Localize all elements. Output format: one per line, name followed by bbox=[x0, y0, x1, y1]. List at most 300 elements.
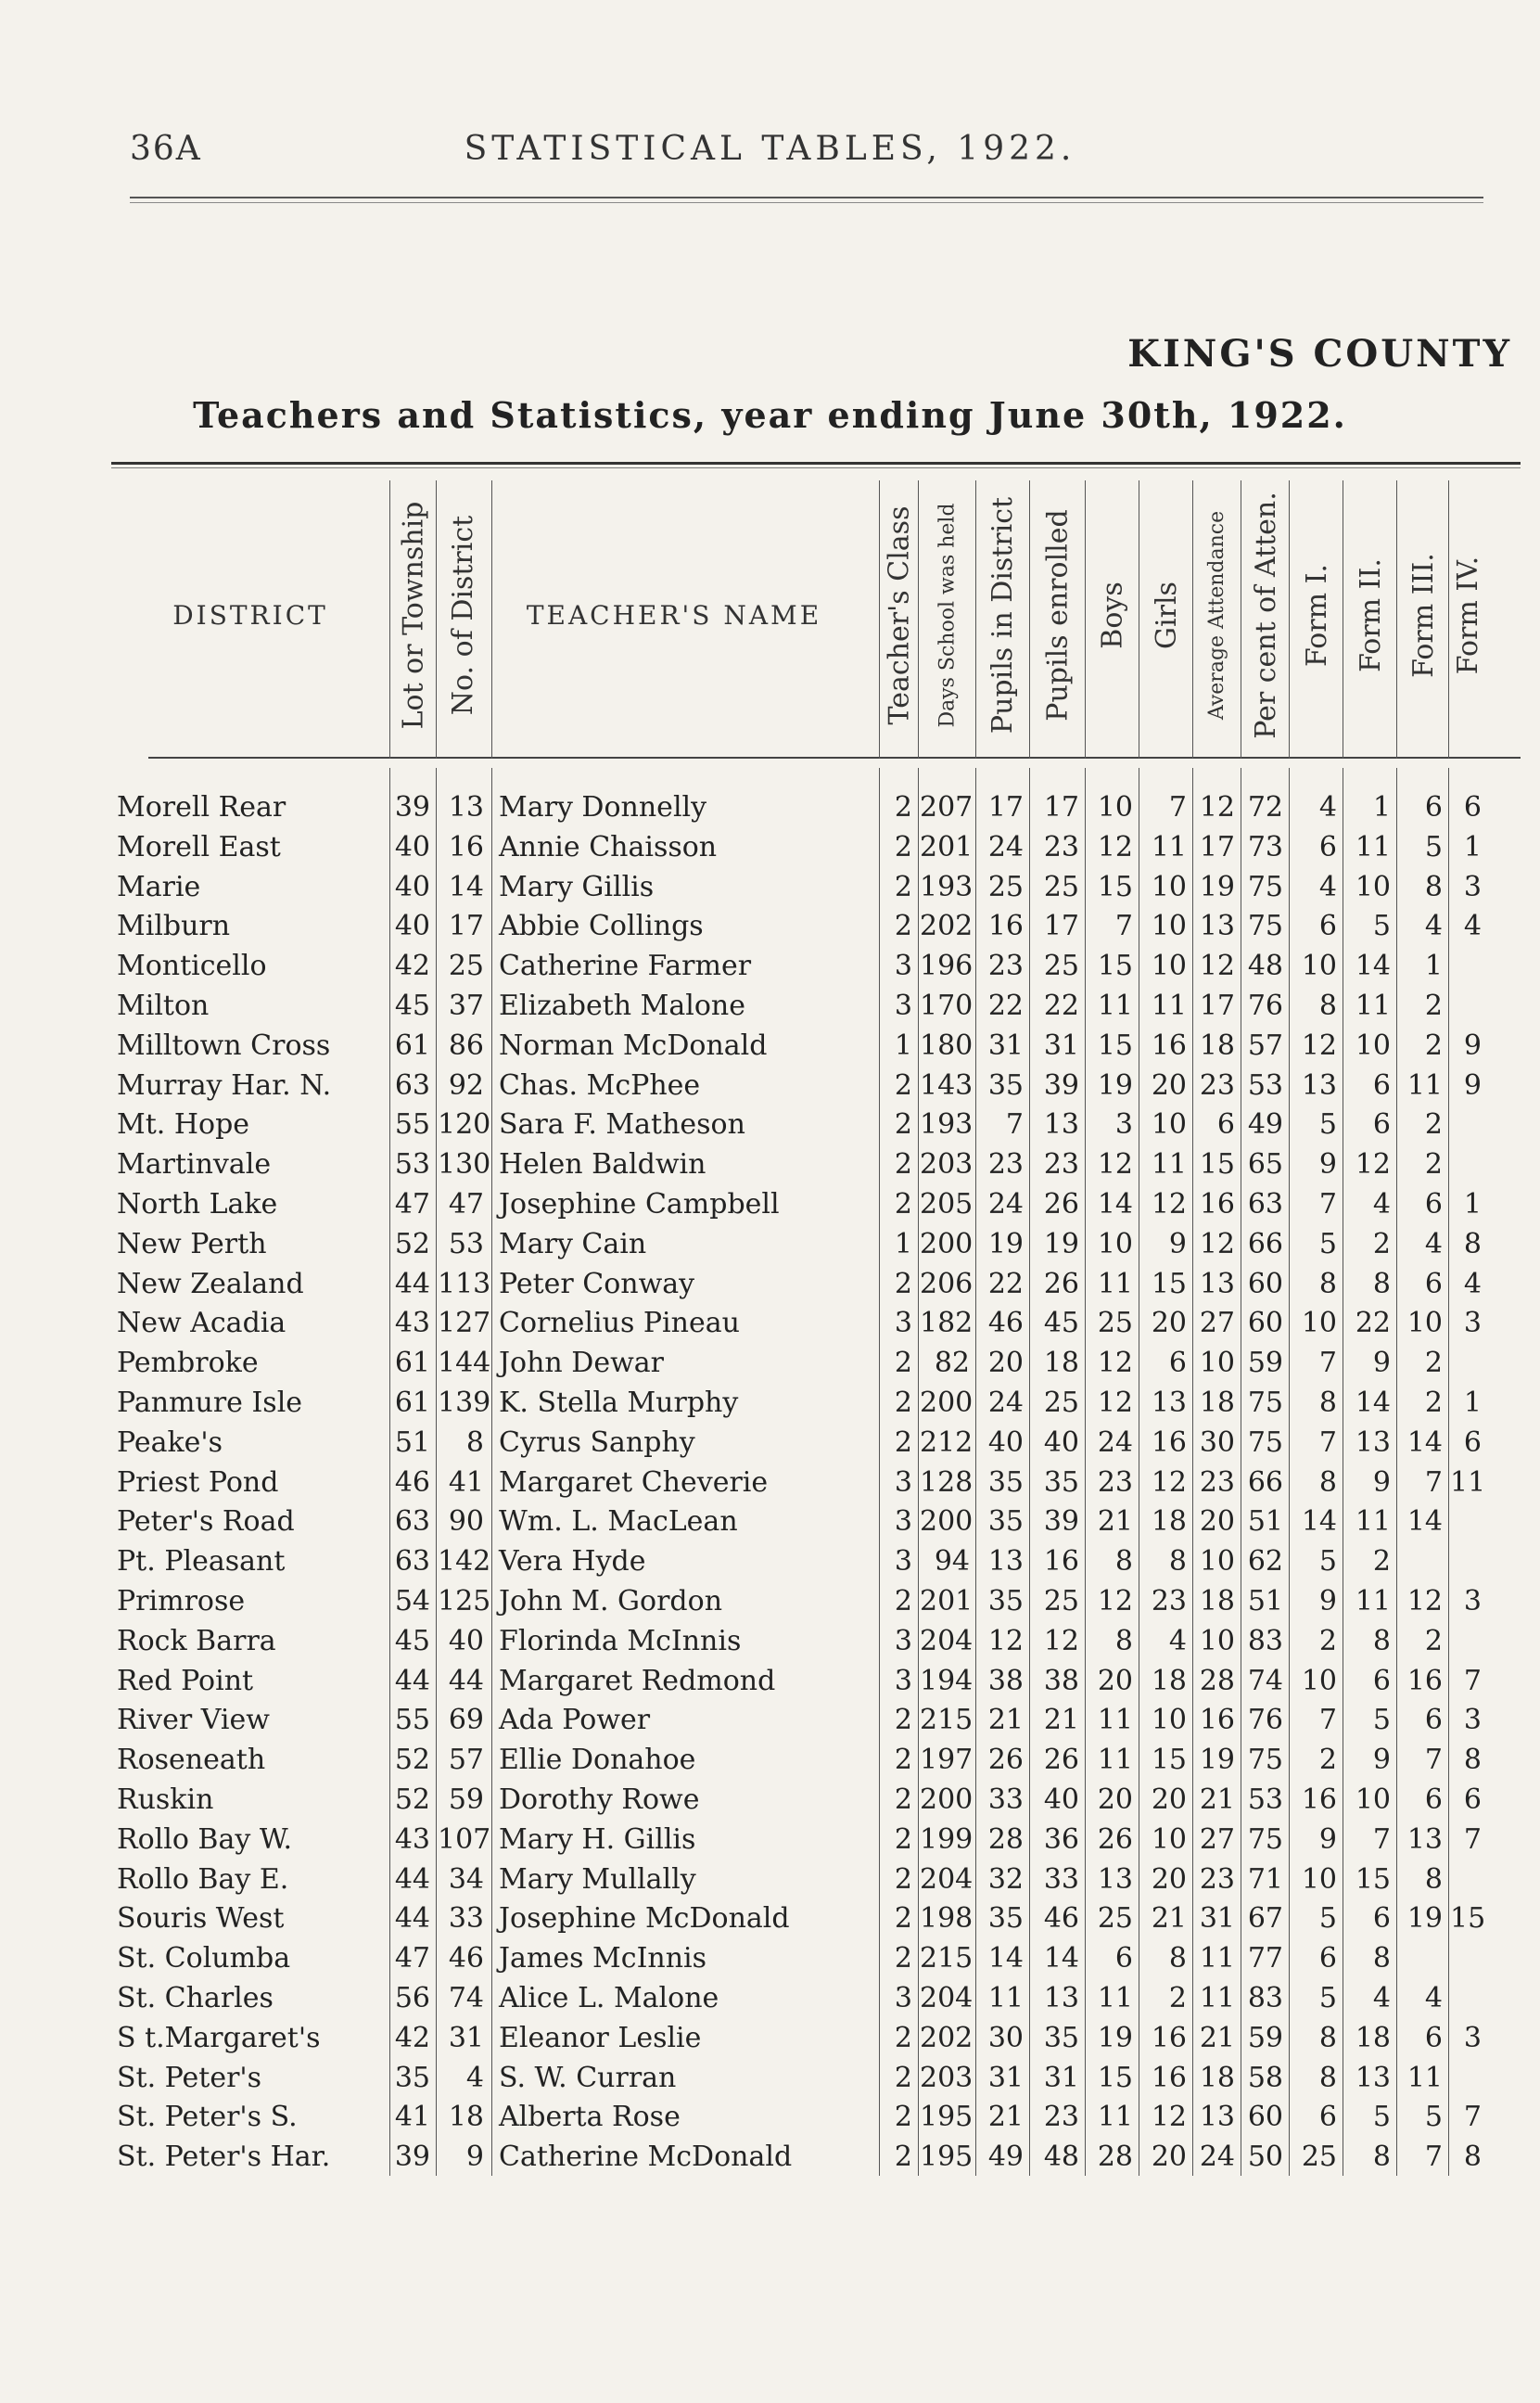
cell-avg-att: 11 bbox=[1199, 1942, 1235, 1975]
cell-girls: 10 bbox=[1151, 910, 1187, 943]
cell-days: 143 bbox=[920, 1068, 974, 1102]
cell-boys: 19 bbox=[1097, 1068, 1133, 1102]
cell-f4: 4 bbox=[1463, 1267, 1482, 1300]
table-row bbox=[111, 1899, 1521, 1938]
cell-class: 2 bbox=[894, 830, 912, 863]
column-header-pupils-district bbox=[977, 480, 1029, 749]
cell-f2: 6 bbox=[1372, 1664, 1391, 1697]
column-header-f2 bbox=[1344, 480, 1396, 749]
cell-no: 92 bbox=[448, 1068, 484, 1102]
cell-f1: 5 bbox=[1318, 1108, 1337, 1142]
cell-lot: 44 bbox=[394, 1664, 430, 1697]
cell-teacher: Josephine Campbell bbox=[499, 1188, 780, 1221]
column-header-label: TEACHER'S NAME bbox=[526, 599, 822, 631]
cell-district: Peter's Road bbox=[117, 1505, 295, 1539]
cell-no: 142 bbox=[438, 1545, 491, 1579]
cell-girls: 10 bbox=[1151, 1108, 1187, 1142]
column-divider bbox=[389, 480, 390, 759]
table-row bbox=[111, 2098, 1521, 2137]
cell-avg-att: 13 bbox=[1199, 910, 1235, 943]
cell-teacher: Vera Hyde bbox=[499, 1545, 646, 1579]
cell-pupils-enrolled: 26 bbox=[1043, 1744, 1079, 1777]
cell-class: 3 bbox=[894, 1624, 912, 1657]
cell-f3: 2 bbox=[1424, 1624, 1443, 1657]
cell-pupils-district: 35 bbox=[987, 1068, 1024, 1102]
cell-days: 128 bbox=[920, 1465, 974, 1499]
cell-district: Mt. Hope bbox=[117, 1108, 250, 1142]
cell-f1: 7 bbox=[1318, 1347, 1337, 1380]
cell-f3: 4 bbox=[1424, 910, 1443, 943]
cell-f1: 16 bbox=[1301, 1783, 1337, 1816]
cell-pupils-district: 22 bbox=[987, 1267, 1024, 1300]
cell-pupils-enrolled: 23 bbox=[1043, 830, 1079, 863]
cell-pct-att: 71 bbox=[1247, 1862, 1283, 1896]
column-header-label: Form III. bbox=[1406, 552, 1440, 678]
cell-class: 3 bbox=[894, 1982, 912, 2014]
cell-lot: 63 bbox=[394, 1505, 430, 1539]
cell-days: 196 bbox=[920, 950, 974, 983]
cell-boys: 15 bbox=[1097, 2061, 1133, 2094]
column-header-label: Form II. bbox=[1354, 557, 1387, 672]
cell-district: New Zealand bbox=[117, 1267, 304, 1300]
cell-days: 200 bbox=[920, 1505, 974, 1539]
cell-pct-att: 75 bbox=[1247, 910, 1283, 943]
cell-pupils-district: 49 bbox=[987, 2141, 1024, 2174]
column-header-pct-att bbox=[1242, 480, 1289, 749]
cell-f1: 13 bbox=[1301, 1068, 1337, 1102]
cell-avg-att: 6 bbox=[1216, 1108, 1235, 1142]
cell-avg-att: 10 bbox=[1199, 1347, 1235, 1380]
cell-boys: 19 bbox=[1097, 2021, 1133, 2054]
cell-f3: 7 bbox=[1424, 1744, 1443, 1777]
cell-avg-att: 23 bbox=[1199, 1862, 1235, 1896]
cell-avg-att: 20 bbox=[1199, 1505, 1235, 1539]
cell-avg-att: 16 bbox=[1199, 1704, 1235, 1737]
cell-pupils-district: 46 bbox=[987, 1307, 1024, 1340]
cell-f3: 2 bbox=[1424, 1108, 1443, 1142]
page-title: STATISTICAL TABLES, 1922. bbox=[464, 130, 1076, 168]
page-header bbox=[0, 130, 1540, 176]
table-row bbox=[111, 2138, 1521, 2177]
cell-girls: 21 bbox=[1151, 1902, 1187, 1936]
table-row bbox=[111, 1344, 1521, 1383]
cell-avg-att: 21 bbox=[1199, 1783, 1235, 1816]
cell-days: 203 bbox=[920, 1148, 974, 1182]
cell-teacher: Cyrus Sanphy bbox=[499, 1425, 695, 1459]
cell-pupils-enrolled: 12 bbox=[1043, 1624, 1079, 1657]
cell-days: 204 bbox=[920, 1624, 974, 1657]
cell-pct-att: 67 bbox=[1247, 1902, 1283, 1936]
cell-f1: 4 bbox=[1318, 870, 1337, 903]
cell-pct-att: 58 bbox=[1247, 2061, 1283, 2094]
cell-f1: 7 bbox=[1318, 1425, 1337, 1459]
cell-f3: 2 bbox=[1424, 990, 1443, 1022]
column-header-label: Per cent of Atten. bbox=[1249, 491, 1282, 739]
cell-district: River View bbox=[117, 1704, 270, 1737]
table-row bbox=[111, 1860, 1521, 1899]
cell-avg-att: 23 bbox=[1199, 1068, 1235, 1102]
cell-class: 2 bbox=[894, 1822, 912, 1856]
cell-lot: 47 bbox=[394, 1188, 430, 1221]
cell-avg-att: 19 bbox=[1199, 870, 1235, 903]
cell-avg-att: 17 bbox=[1199, 990, 1235, 1022]
cell-district: North Lake bbox=[117, 1188, 278, 1221]
cell-pct-att: 53 bbox=[1247, 1068, 1283, 1102]
cell-girls: 6 bbox=[1168, 1347, 1187, 1380]
cell-district: St. Columba bbox=[117, 1942, 291, 1975]
table-row bbox=[111, 1701, 1521, 1740]
cell-teacher: Margaret Redmond bbox=[499, 1664, 776, 1697]
column-header-pupils-enrolled bbox=[1031, 480, 1085, 749]
cell-days: 170 bbox=[920, 990, 974, 1022]
cell-class: 2 bbox=[894, 1744, 912, 1777]
cell-class: 1 bbox=[894, 1227, 912, 1260]
cell-boys: 15 bbox=[1097, 950, 1133, 983]
cell-teacher: Norman McDonald bbox=[499, 1029, 768, 1062]
cell-teacher: Elizabeth Malone bbox=[499, 990, 745, 1022]
column-divider bbox=[975, 480, 976, 759]
cell-pupils-enrolled: 35 bbox=[1043, 2021, 1079, 2054]
cell-f3: 5 bbox=[1424, 830, 1443, 863]
cell-lot: 44 bbox=[394, 1267, 430, 1300]
cell-pct-att: 51 bbox=[1247, 1585, 1283, 1617]
cell-boys: 25 bbox=[1097, 1902, 1133, 1936]
cell-f4: 6 bbox=[1463, 1783, 1482, 1816]
cell-f2: 6 bbox=[1372, 1068, 1391, 1102]
cell-class: 2 bbox=[894, 2061, 912, 2094]
cell-pct-att: 59 bbox=[1247, 1347, 1283, 1380]
cell-f3: 4 bbox=[1424, 1982, 1443, 2014]
cell-f2: 6 bbox=[1372, 1902, 1391, 1936]
cell-pupils-enrolled: 33 bbox=[1043, 1862, 1079, 1896]
column-divider bbox=[1289, 480, 1290, 759]
cell-avg-att: 19 bbox=[1199, 1744, 1235, 1777]
table-row bbox=[111, 987, 1521, 1026]
cell-days: 202 bbox=[920, 2021, 974, 2054]
cell-avg-att: 18 bbox=[1199, 1029, 1235, 1062]
cell-f4: 3 bbox=[1463, 1704, 1482, 1737]
cell-class: 2 bbox=[894, 910, 912, 943]
cell-avg-att: 10 bbox=[1199, 1545, 1235, 1579]
cell-no: 53 bbox=[448, 1227, 484, 1260]
cell-girls: 4 bbox=[1168, 1624, 1187, 1657]
cell-f1: 2 bbox=[1318, 1744, 1337, 1777]
cell-lot: 45 bbox=[394, 1624, 430, 1657]
cell-class: 2 bbox=[894, 1585, 912, 1617]
cell-girls: 16 bbox=[1151, 2021, 1187, 2054]
cell-boys: 11 bbox=[1097, 990, 1133, 1022]
cell-no: 113 bbox=[438, 1267, 491, 1300]
cell-days: 204 bbox=[920, 1862, 974, 1896]
cell-girls: 10 bbox=[1151, 1704, 1187, 1737]
table-row bbox=[111, 1185, 1521, 1224]
cell-f1: 10 bbox=[1301, 950, 1337, 983]
cell-lot: 54 bbox=[394, 1585, 430, 1617]
cell-teacher: Alberta Rose bbox=[499, 2101, 681, 2134]
column-divider bbox=[1396, 480, 1397, 759]
cell-lot: 43 bbox=[394, 1307, 430, 1340]
cell-f3: 13 bbox=[1406, 1822, 1443, 1856]
cell-f3: 6 bbox=[1424, 791, 1443, 824]
column-header-avg-att bbox=[1194, 480, 1241, 749]
cell-f1: 4 bbox=[1318, 791, 1337, 824]
cell-district: Martinvale bbox=[117, 1148, 272, 1182]
cell-pupils-enrolled: 14 bbox=[1043, 1942, 1079, 1975]
cell-class: 2 bbox=[894, 870, 912, 903]
cell-f1: 8 bbox=[1318, 2061, 1337, 2094]
cell-f2: 6 bbox=[1372, 1108, 1391, 1142]
cell-teacher: Mary H. Gillis bbox=[499, 1822, 696, 1856]
cell-f3: 6 bbox=[1424, 1704, 1443, 1737]
cell-teacher: Peter Conway bbox=[499, 1267, 695, 1300]
cell-pupils-enrolled: 13 bbox=[1043, 1982, 1079, 2014]
cell-f2: 13 bbox=[1355, 2061, 1391, 2094]
table-row bbox=[111, 1304, 1521, 1343]
cell-f4: 7 bbox=[1463, 2101, 1482, 2134]
cell-pct-att: 83 bbox=[1247, 1982, 1283, 2014]
cell-pupils-district: 35 bbox=[987, 1505, 1024, 1539]
cell-lot: 52 bbox=[394, 1744, 430, 1777]
cell-f2: 4 bbox=[1372, 1188, 1391, 1221]
cell-f3: 2 bbox=[1424, 1347, 1443, 1380]
cell-no: 74 bbox=[448, 1982, 484, 2014]
cell-f4: 8 bbox=[1463, 1744, 1482, 1777]
cell-pupils-district: 26 bbox=[987, 1744, 1024, 1777]
table-row bbox=[111, 1502, 1521, 1541]
cell-f4 bbox=[1450, 1979, 1482, 2018]
cell-district: Pembroke bbox=[117, 1347, 259, 1380]
cell-f4 bbox=[1450, 1106, 1482, 1144]
cell-f4: 7 bbox=[1463, 1822, 1482, 1856]
cell-no: 37 bbox=[448, 990, 484, 1022]
cell-f4: 1 bbox=[1463, 1387, 1482, 1419]
cell-pct-att: 60 bbox=[1247, 1307, 1283, 1340]
cell-pct-att: 57 bbox=[1247, 1029, 1283, 1062]
cell-f1: 8 bbox=[1318, 1465, 1337, 1499]
cell-f4 bbox=[1450, 1939, 1482, 1978]
cell-class: 2 bbox=[894, 1347, 912, 1380]
cell-f4: 9 bbox=[1463, 1029, 1482, 1062]
cell-f3: 10 bbox=[1406, 1307, 1443, 1340]
cell-pupils-enrolled: 25 bbox=[1043, 950, 1079, 983]
cell-f2: 9 bbox=[1372, 1744, 1391, 1777]
column-divider bbox=[436, 480, 437, 759]
cell-f3: 19 bbox=[1406, 1902, 1443, 1936]
cell-f1: 5 bbox=[1318, 1982, 1337, 2014]
cell-girls: 8 bbox=[1168, 1942, 1187, 1975]
cell-lot: 39 bbox=[394, 791, 430, 824]
cell-days: 206 bbox=[920, 1267, 974, 1300]
cell-pupils-district: 24 bbox=[987, 830, 1024, 863]
cell-district: Panmure Isle bbox=[117, 1387, 303, 1419]
cell-boys: 12 bbox=[1097, 1585, 1133, 1617]
cell-f3: 14 bbox=[1406, 1505, 1443, 1539]
cell-class: 3 bbox=[894, 1664, 912, 1697]
cell-pct-att: 75 bbox=[1247, 870, 1283, 903]
cell-teacher: Eleanor Leslie bbox=[499, 2021, 702, 2054]
cell-boys: 6 bbox=[1114, 1942, 1133, 1975]
cell-lot: 43 bbox=[394, 1822, 430, 1856]
column-header-label: Days School was held bbox=[935, 502, 960, 728]
column-header-f4 bbox=[1450, 480, 1487, 749]
cell-class: 2 bbox=[894, 1704, 912, 1737]
cell-lot: 61 bbox=[394, 1347, 430, 1380]
cell-f4: 3 bbox=[1463, 870, 1482, 903]
cell-days: 193 bbox=[920, 870, 974, 903]
cell-f2: 11 bbox=[1355, 990, 1391, 1022]
cell-pupils-district: 35 bbox=[987, 1465, 1024, 1499]
cell-boys: 23 bbox=[1097, 1465, 1133, 1499]
cell-boys: 20 bbox=[1097, 1664, 1133, 1697]
cell-no: 144 bbox=[438, 1347, 491, 1380]
cell-lot: 40 bbox=[394, 910, 430, 943]
cell-f1: 8 bbox=[1318, 1267, 1337, 1300]
cell-boys: 28 bbox=[1097, 2141, 1133, 2174]
cell-pct-att: 75 bbox=[1247, 1387, 1283, 1419]
cell-avg-att: 31 bbox=[1199, 1902, 1235, 1936]
cell-no: 4 bbox=[465, 2061, 484, 2094]
cell-no: 57 bbox=[448, 1744, 484, 1777]
cell-lot: 42 bbox=[394, 950, 430, 983]
table-top-rule bbox=[111, 462, 1521, 465]
cell-lot: 45 bbox=[394, 990, 430, 1022]
cell-no: 33 bbox=[448, 1902, 484, 1936]
cell-class: 2 bbox=[894, 1902, 912, 1936]
cell-lot: 42 bbox=[394, 2021, 430, 2054]
table-subtitle: Teachers and Statistics, year ending June 30th, 1922. bbox=[193, 394, 1347, 436]
cell-boys: 26 bbox=[1097, 1822, 1133, 1856]
cell-pct-att: 72 bbox=[1247, 791, 1283, 824]
cell-pct-att: 59 bbox=[1247, 2021, 1283, 2054]
cell-girls: 10 bbox=[1151, 870, 1187, 903]
cell-avg-att: 12 bbox=[1199, 791, 1235, 824]
cell-no: 44 bbox=[448, 1664, 484, 1697]
cell-boys: 10 bbox=[1097, 791, 1133, 824]
cell-f3: 4 bbox=[1424, 1227, 1443, 1260]
cell-f4: 9 bbox=[1463, 1068, 1482, 1102]
cell-f2: 14 bbox=[1355, 950, 1391, 983]
column-divider bbox=[918, 480, 919, 759]
cell-class: 2 bbox=[894, 2021, 912, 2054]
cell-pct-att: 75 bbox=[1247, 1744, 1283, 1777]
cell-no: 17 bbox=[448, 910, 484, 943]
cell-district: Milton bbox=[117, 990, 210, 1022]
cell-days: 207 bbox=[920, 791, 974, 824]
cell-days: 201 bbox=[920, 830, 974, 863]
column-header-lot bbox=[391, 480, 436, 749]
cell-f2: 8 bbox=[1372, 2141, 1391, 2174]
cell-class: 2 bbox=[894, 1108, 912, 1142]
table-row bbox=[111, 1464, 1521, 1502]
cell-pupils-enrolled: 25 bbox=[1043, 1387, 1079, 1419]
cell-lot: 61 bbox=[394, 1029, 430, 1062]
cell-district: New Acadia bbox=[117, 1307, 286, 1340]
cell-days: 200 bbox=[920, 1227, 974, 1260]
cell-district: Morell East bbox=[117, 830, 281, 863]
cell-class: 3 bbox=[894, 1307, 912, 1340]
cell-no: 86 bbox=[448, 1029, 484, 1062]
cell-f4 bbox=[1450, 987, 1482, 1026]
table-row bbox=[111, 1662, 1521, 1701]
table-row bbox=[111, 2019, 1521, 2058]
cell-days: 193 bbox=[920, 1108, 974, 1142]
cell-pupils-enrolled: 26 bbox=[1043, 1267, 1079, 1300]
cell-teacher: Abbie Collings bbox=[499, 910, 704, 943]
cell-pct-att: 60 bbox=[1247, 1267, 1283, 1300]
cell-boys: 11 bbox=[1097, 2101, 1133, 2134]
table-row bbox=[111, 1106, 1521, 1144]
cell-pupils-enrolled: 21 bbox=[1043, 1704, 1079, 1737]
cell-f4 bbox=[1450, 1145, 1482, 1184]
cell-pct-att: 60 bbox=[1247, 2101, 1283, 2134]
cell-boys: 25 bbox=[1097, 1307, 1133, 1340]
cell-pupils-district: 31 bbox=[987, 1029, 1024, 1062]
cell-boys: 12 bbox=[1097, 1387, 1133, 1419]
cell-pct-att: 63 bbox=[1247, 1188, 1283, 1221]
table-row bbox=[111, 868, 1521, 907]
cell-girls: 18 bbox=[1151, 1505, 1187, 1539]
cell-pupils-enrolled: 17 bbox=[1043, 791, 1079, 824]
cell-teacher: Ellie Donahoe bbox=[499, 1744, 696, 1777]
table-row bbox=[111, 907, 1521, 946]
cell-teacher: Ada Power bbox=[499, 1704, 651, 1737]
cell-f4: 15 bbox=[1450, 1902, 1486, 1936]
cell-f4 bbox=[1450, 1860, 1482, 1899]
cell-pct-att: 48 bbox=[1247, 950, 1283, 983]
cell-pupils-district: 21 bbox=[987, 2101, 1024, 2134]
cell-days: 205 bbox=[920, 1188, 974, 1221]
header-bottom-rule bbox=[148, 757, 1521, 759]
column-divider bbox=[1029, 480, 1030, 759]
cell-f3: 7 bbox=[1424, 2141, 1443, 2174]
cell-lot: 44 bbox=[394, 1902, 430, 1936]
column-header-label: Boys bbox=[1096, 581, 1129, 649]
cell-no: 46 bbox=[448, 1942, 484, 1975]
cell-f4: 11 bbox=[1450, 1465, 1486, 1499]
cell-lot: 40 bbox=[394, 830, 430, 863]
table-row bbox=[111, 1424, 1521, 1463]
cell-district: New Perth bbox=[117, 1227, 267, 1260]
cell-pct-att: 50 bbox=[1247, 2141, 1283, 2174]
cell-days: 197 bbox=[920, 1744, 974, 1777]
cell-boys: 3 bbox=[1114, 1108, 1133, 1142]
cell-days: 215 bbox=[920, 1704, 974, 1737]
cell-girls: 12 bbox=[1151, 1188, 1187, 1221]
cell-f2: 11 bbox=[1355, 830, 1391, 863]
cell-pupils-district: 11 bbox=[987, 1982, 1024, 2014]
cell-no: 69 bbox=[448, 1704, 484, 1737]
cell-district: Priest Pond bbox=[117, 1465, 279, 1499]
cell-f1: 5 bbox=[1318, 1902, 1337, 1936]
cell-f4: 4 bbox=[1463, 910, 1482, 943]
cell-no: 127 bbox=[438, 1307, 491, 1340]
cell-f3: 12 bbox=[1406, 1585, 1443, 1617]
column-header-district bbox=[111, 480, 389, 749]
cell-f3: 6 bbox=[1424, 1783, 1443, 1816]
cell-district: St. Peter's Har. bbox=[117, 2141, 331, 2174]
cell-pupils-district: 31 bbox=[987, 2061, 1024, 2094]
cell-f3: 2 bbox=[1424, 1387, 1443, 1419]
cell-boys: 12 bbox=[1097, 1347, 1133, 1380]
cell-boys: 13 bbox=[1097, 1862, 1133, 1896]
county-heading: KING'S COUNTY bbox=[1127, 332, 1512, 376]
table-row bbox=[111, 1027, 1521, 1066]
cell-teacher: Catherine Farmer bbox=[499, 950, 752, 983]
cell-pupils-district: 24 bbox=[987, 1188, 1024, 1221]
cell-f2: 12 bbox=[1355, 1148, 1391, 1182]
cell-district: Roseneath bbox=[117, 1744, 266, 1777]
cell-boys: 7 bbox=[1114, 910, 1133, 943]
